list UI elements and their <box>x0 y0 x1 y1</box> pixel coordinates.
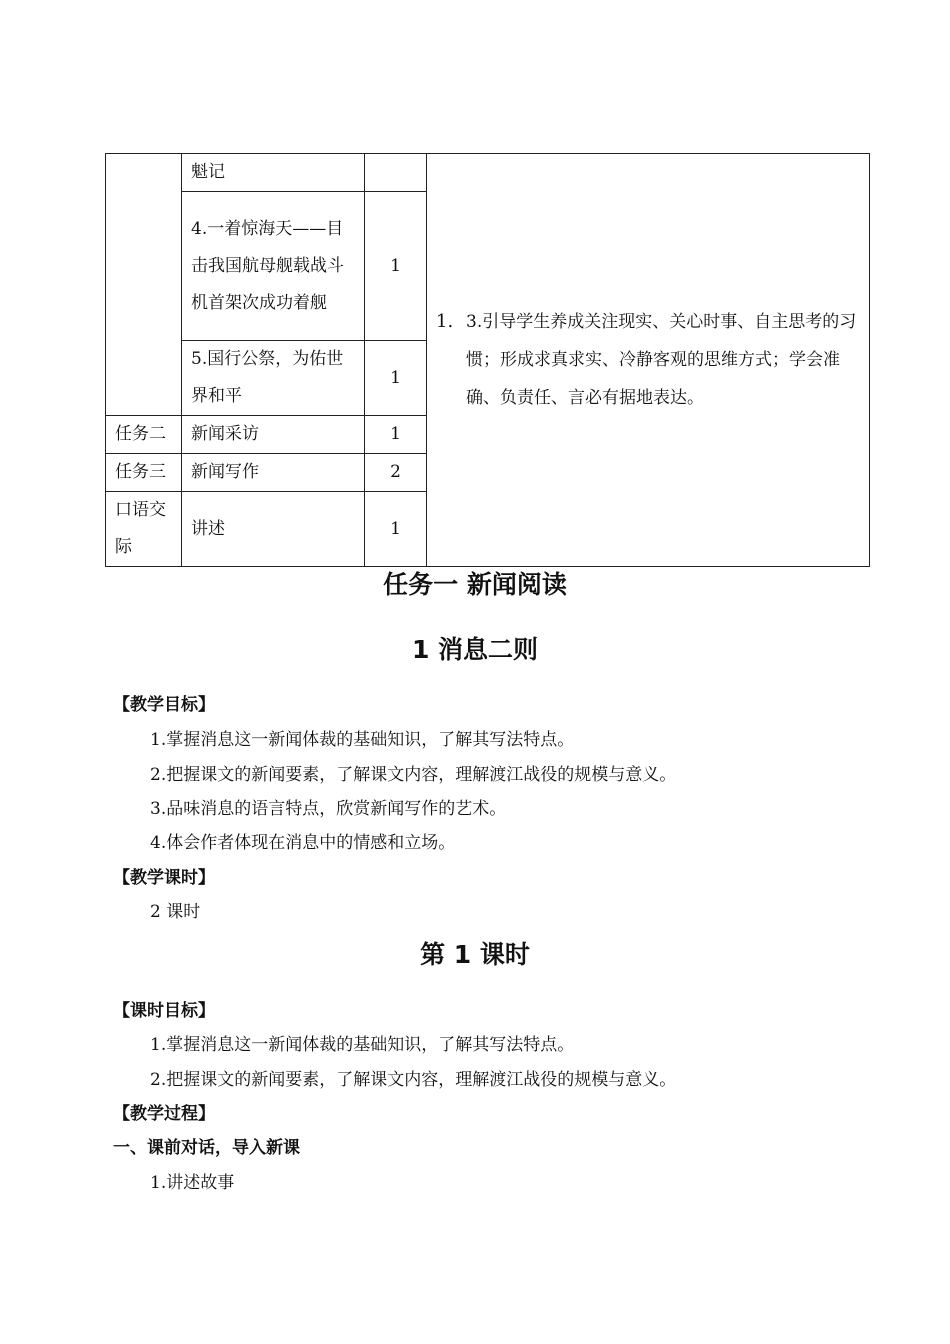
task-cell-empty <box>106 154 182 416</box>
goal-cell <box>427 154 870 567</box>
lesson-text: 新闻采访 <box>182 416 365 454</box>
teaching-goal-item: 3.品味消息的语言特点，欣赏新闻写作的艺术。 <box>150 799 507 819</box>
teaching-goal-item: 2.把握课文的新闻要素，了解课文内容，理解渡江战役的规模与意义。 <box>150 765 677 785</box>
task-cell: 任务二 <box>106 416 182 454</box>
hours-cell <box>365 154 427 192</box>
lesson-text: 讲述 <box>182 492 365 567</box>
process-heading: 【教学过程】 <box>113 1104 215 1124</box>
process-section-title: 一、课前对话，导入新课 <box>113 1138 300 1158</box>
lesson-text: 魁记 <box>182 154 365 192</box>
lesson-title: 1 消息二则 <box>411 635 539 664</box>
period-goal-item: 1.掌握消息这一新闻体裁的基础知识，了解其写法特点。 <box>150 1035 575 1055</box>
goal-item <box>436 303 860 417</box>
period-goals-heading: 【课时目标】 <box>113 1001 215 1021</box>
lesson-text: 5.国行公祭，为佑世界和平 <box>182 341 365 416</box>
hours-cell: 1 <box>365 492 427 567</box>
period-goal-item: 2.把握课文的新闻要素，了解课文内容，理解渡江战役的规模与意义。 <box>150 1070 677 1090</box>
teaching-goals-heading: 【教学目标】 <box>113 695 215 715</box>
teaching-goal-item: 1.掌握消息这一新闻体裁的基础知识，了解其写法特点。 <box>150 730 575 750</box>
task-cell: 口语交际 <box>106 492 182 567</box>
hours-cell: 1 <box>365 341 427 416</box>
lesson-text: 新闻写作 <box>182 454 365 492</box>
hours-cell: 1 <box>365 192 427 341</box>
task-cell: 任务三 <box>106 454 182 492</box>
list-marker: 1. <box>436 311 454 332</box>
course-plan-table <box>105 153 870 567</box>
table-row <box>106 154 870 192</box>
teaching-goal-item: 4.体会作者体现在消息中的情感和立场。 <box>150 833 456 853</box>
teaching-hours-heading: 【教学课时】 <box>113 868 215 888</box>
task-title: 任务一 新闻阅读 <box>383 570 567 599</box>
hours-cell: 1 <box>365 416 427 454</box>
hours-cell: 2 <box>365 454 427 492</box>
goal-text: 3.引导学生养成关注现实、关心时事、自主思考的习惯；形成求真求实、冷静客观的思维方式；学会准确、负责任、言必有据地表达。 <box>466 312 857 408</box>
process-step: 1.讲述故事 <box>150 1173 235 1193</box>
teaching-hours-value: 2 课时 <box>150 902 201 922</box>
lesson-text: 4.一着惊海天——目击我国航母舰载战斗机首架次成功着舰 <box>182 192 365 341</box>
period-title: 第 1 课时 <box>420 940 530 969</box>
